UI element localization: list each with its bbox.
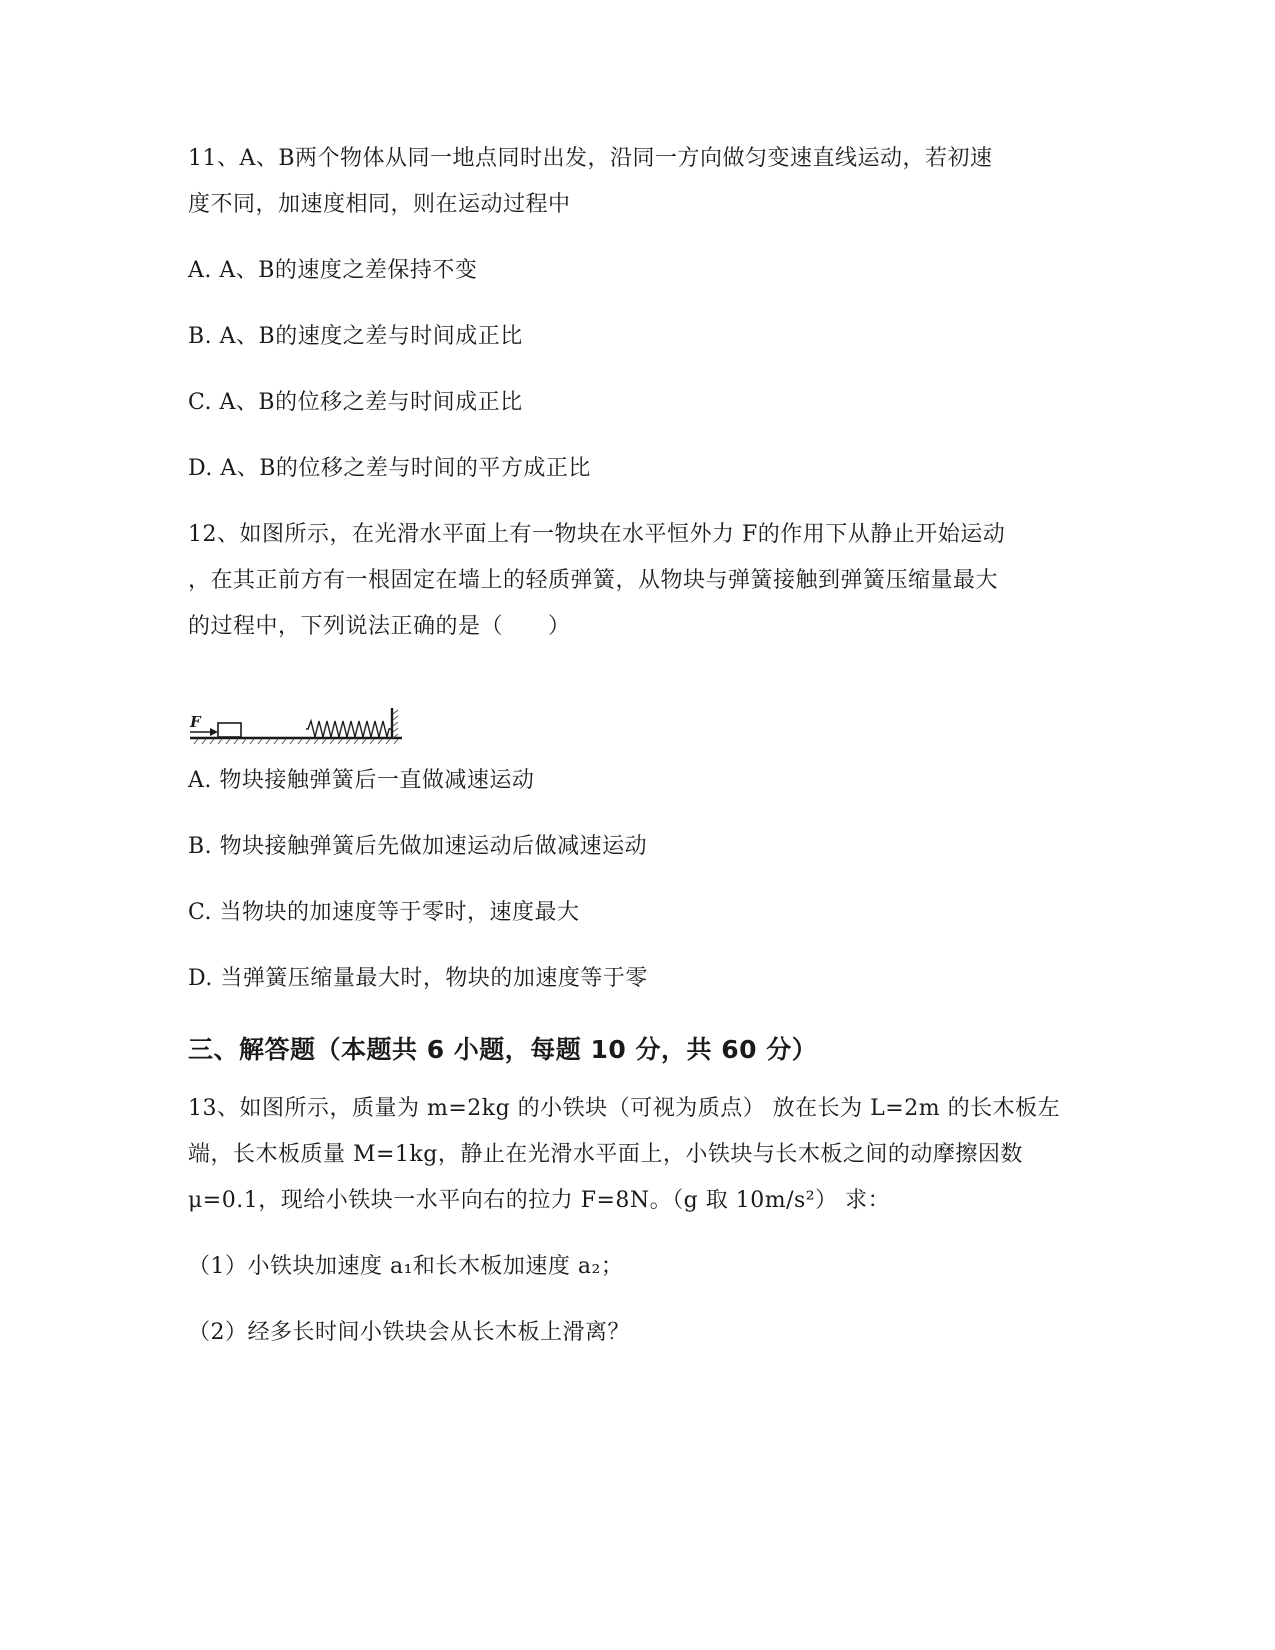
q12-option-d: D. 当弹簧压缩量最大时，物块的加速度等于零: [188, 966, 648, 991]
q11-option-a: A. A、B的速度之差保持不变: [188, 258, 478, 283]
q13-subquestion-1: （1）小铁块加速度 a₁和长木板加速度 a₂；: [188, 1254, 624, 1279]
q11-stem-line-2: 度不同，加速度相同，则在运动过程中: [188, 192, 571, 217]
force-label: F: [190, 713, 201, 731]
q12-stem-line-1: 12、如图所示，在光滑水平面上有一物块在水平恒外力 F的作用下从静止开始运动: [188, 522, 1006, 547]
force-arrowhead: [210, 728, 218, 736]
q12-option-a: A. 物块接触弹簧后一直做减速运动: [188, 768, 535, 793]
q12-option-b: B. 物块接触弹簧后先做加速运动后做减速运动: [188, 834, 648, 859]
q13-subquestion-2: （2）经多长时间小铁块会从长木板上滑离？: [188, 1320, 630, 1345]
q12-stem-line-2: ，在其正前方有一根固定在墙上的轻质弹簧，从物块与弹簧接触到弹簧压缩量最大: [188, 568, 999, 593]
section-3-heading: 三、解答题（本题共 6 小题，每题 10 分，共 60 分）: [188, 1035, 818, 1064]
q11-option-b: B. A、B的速度之差与时间成正比: [188, 324, 523, 349]
q12-stem-line-3: 的过程中，下列说法正确的是（ ）: [188, 614, 571, 639]
q12-option-c: C. 当物块的加速度等于零时，速度最大: [188, 900, 580, 925]
q11-stem-line-1: 11、A、B两个物体从同一地点同时出发，沿同一方向做匀变速直线运动，若初速: [188, 146, 993, 171]
q11-option-c: C. A、B的位移之差与时间成正比: [188, 390, 523, 415]
q13-stem-line-3: μ=0.1，现给小铁块一水平向右的拉力 F=8N。（g 取 10m/s²） 求：: [188, 1188, 891, 1213]
spring: [306, 721, 391, 737]
q11-option-d: D. A、B的位移之差与时间的平方成正比: [188, 456, 591, 481]
block: [218, 723, 241, 737]
wall-hatching: [393, 710, 398, 738]
ground-hatching: [194, 739, 398, 744]
q13-stem-line-2: 端，长木板质量 M=1kg，静止在光滑水平面上，小铁块与长木板之间的动摩擦因数: [188, 1142, 1023, 1167]
spring-block-figure: [188, 706, 412, 760]
q13-stem-line-1: 13、如图所示，质量为 m=2kg 的小铁块（可视为质点） 放在长为 L=2m 的长木板左: [188, 1096, 1061, 1121]
